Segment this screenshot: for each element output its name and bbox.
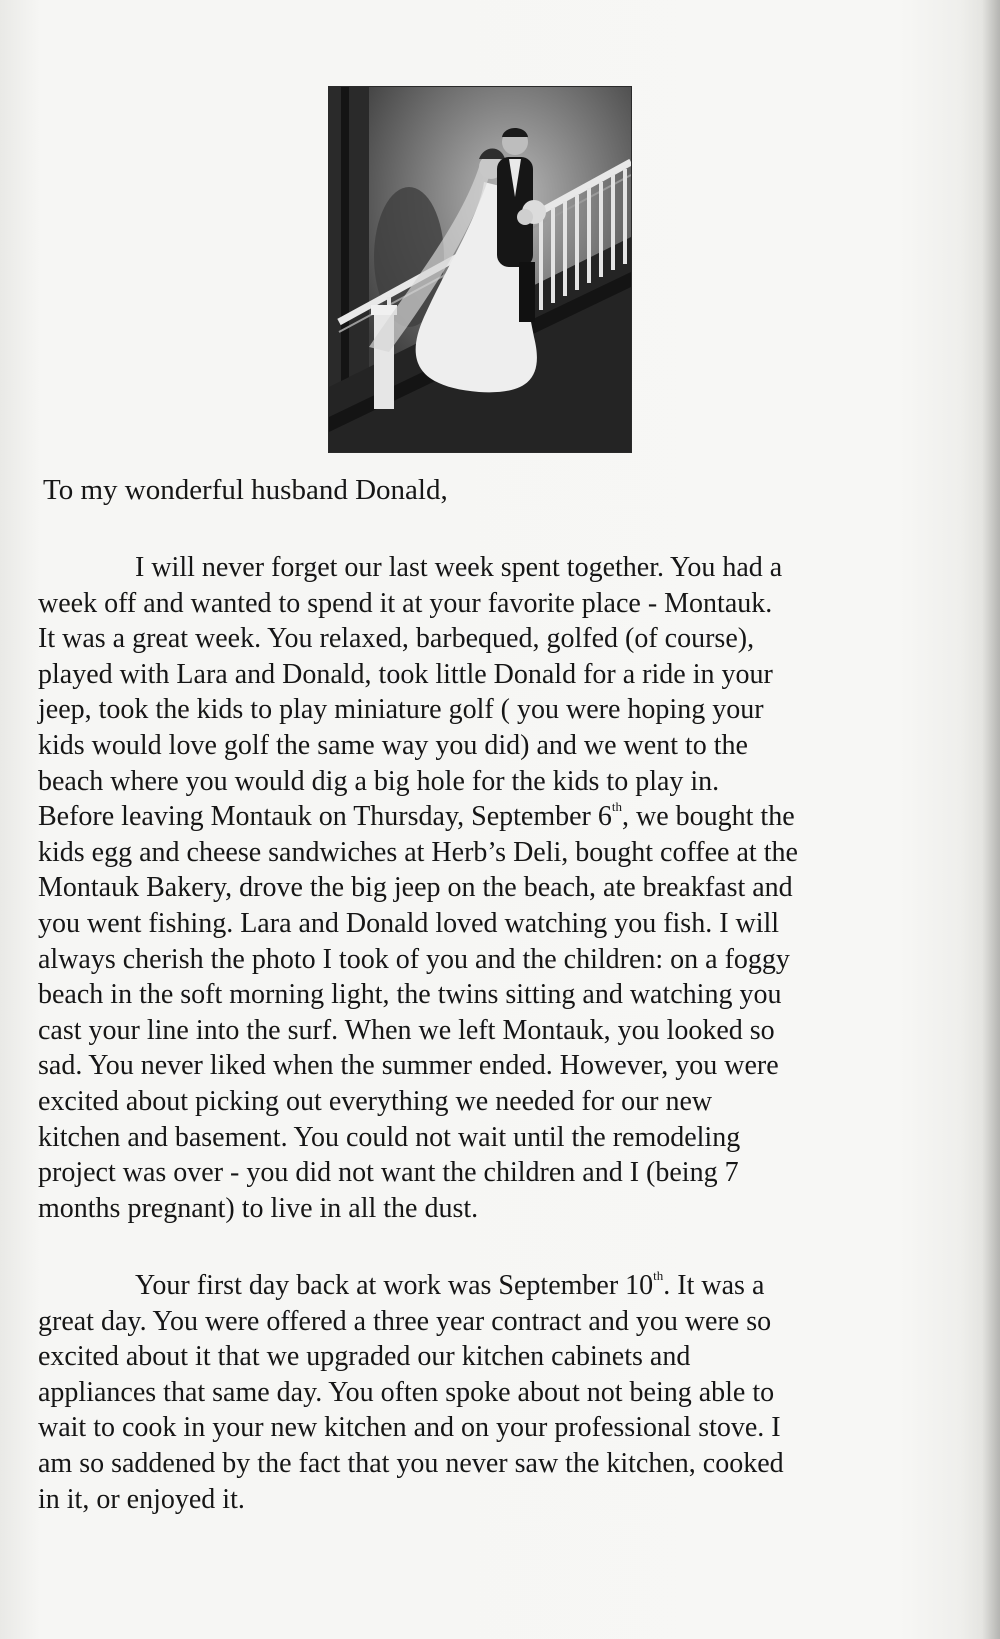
text-line: excited about picking out everything we needed for our new [38,1085,713,1117]
text-line: you went fishing. Lara and Donald loved watching you fish. I will [38,907,780,939]
letter-paragraph-2 [38,1268,918,1517]
text-line: always cherish the photo I took of you and the children: on a foggy [38,943,790,975]
text-segment: Your first day back at work was September 10 [135,1270,654,1301]
text-line: cast your line into the surf. When we left Montauk, you looked so [38,1014,775,1046]
text-line: months pregnant) to live in all the dust. [38,1192,479,1224]
text-line: I will never forget our last week spent together. You had a [135,552,783,583]
text-line: am so saddened by the fact that you never saw the kitchen, cooked [38,1447,784,1479]
text-line: kitchen and basement. You could not wait until the remodeling [38,1121,741,1153]
text-line: beach where you would dig a big hole for the kids to play in. [38,765,720,797]
text-line: wait to cook in your new kitchen and on your professional stove. I [38,1412,781,1444]
ordinal-suffix: th [611,799,622,815]
text-line: project was over - you did not want the children and I (being 7 [38,1157,739,1189]
page-edge-shadow [982,0,1000,1639]
text-line: played with Lara and Donald, took little Donald for a ride in your [38,658,773,690]
ordinal-suffix: th [653,1268,664,1283]
text-segment: , we bought the [622,801,795,833]
text-line [38,799,918,835]
text-line: excited about it that we upgraded our kitchen cabinets and [38,1341,691,1373]
text-line: kids egg and cheese sandwiches at Herb’s Deli, bought coffee at the [38,836,798,868]
letter-paragraph-1 [38,550,918,1226]
text-line: great day. You were offered a three year contract and you were so [38,1305,772,1337]
text-line: It was a great week. You relaxed, barbequed, golfed (of course), [38,623,755,655]
text-line: in it, or enjoyed it. [38,1483,245,1515]
text-line: beach in the soft morning light, the twins sitting and watching you [38,979,782,1011]
text-line: appliances that same day. You often spoke about not being able to [38,1376,775,1408]
wedding-photo-illustration [329,87,631,452]
letter-salutation: To my wonderful husband Donald, [43,474,448,506]
text-line: jeep, took the kids to play miniature golf ( you were hoping your [38,694,764,726]
text-line: Montauk Bakery, drove the big jeep on the beach, ate breakfast and [38,872,793,904]
text-line: kids would love golf the same way you did) and we went to the [38,729,748,761]
text-segment: Before leaving Montauk on Thursday, September 6 [38,801,612,833]
text-line: sad. You never liked when the summer ended. However, you were [38,1050,779,1082]
wedding-photo [329,87,631,452]
text-segment: . It was a [663,1270,765,1301]
text-line [38,1268,918,1304]
text-line: week off and wanted to spend it at your favorite place - Montauk. [38,587,773,619]
